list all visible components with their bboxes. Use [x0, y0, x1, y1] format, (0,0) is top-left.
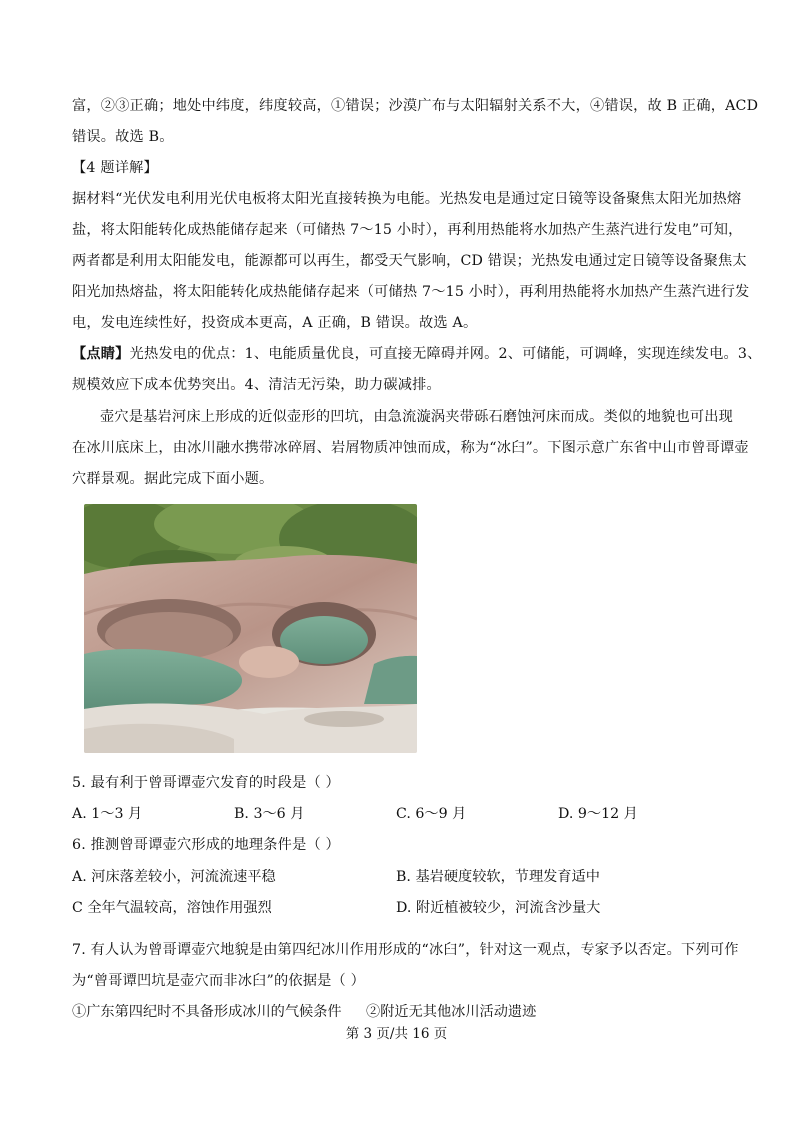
intro-line-2: 在冰川底床上，由冰川融水携带冰碎屑、岩屑物质冲蚀而成，称为“冰臼”。下图示意广东省中山市曾哥谭壶: [72, 440, 749, 456]
answer-line-1: 富，②③正确；地处中纬度，纬度较高，①错误；沙漠广布与太阳辐射关系不大，④错误，故 B 正确，ACD: [72, 98, 759, 114]
q6-option-c: C 全年气温较高，溶蚀作用强烈: [72, 900, 272, 916]
q4-explanation-line-3: 两者都是利用太阳能发电，能源都可以再生，都受天气影响，CD 错误；光热发电通过定日镜等设备聚焦太: [72, 253, 747, 269]
intro-line-1: 壶穴是基岩河床上形成的近似壶形的凹坑，由急流漩涡夹带砾石磨蚀河床而成。类似的地貌也可出现: [100, 409, 734, 425]
q7-stem-line-2: 为“曾哥谭凹坑是壶穴而非冰臼”的依据是（ ）: [72, 973, 365, 989]
q5-option-a: A. 1～3 月: [72, 806, 143, 822]
q4-explanation-line-4: 阳光加热熔盐，将太阳能转化成热能储存起来（可储热 7～15 小时），再利用热能将水加热产生蒸汽进行发: [72, 284, 750, 300]
pothole-landscape-photo: [84, 504, 417, 753]
tip-label: 【点睛】: [72, 346, 130, 362]
q6-option-a: A. 河床落差较小，河流流速平稳: [72, 869, 276, 885]
q5-option-d: D. 9～12 月: [558, 806, 638, 822]
q5-stem: 5. 最有利于曾哥谭壶穴发育的时段是（ ）: [72, 775, 340, 791]
q6-option-d: D. 附近植被较少，河流含沙量大: [396, 900, 601, 916]
answer-line-2: 错误。故选 B。: [72, 129, 174, 145]
q4-explanation-line-5: 电，发电连续性好，投资成本更高，A 正确，B 错误。故选 A。: [72, 315, 478, 331]
page-footer: 第 3 页/共 16 页: [345, 1026, 448, 1042]
q7-option-1: ①广东第四纪时不具备形成冰川的气候条件: [72, 1004, 342, 1020]
q4-explanation-line-1: 据材料“光伏发电利用光伏电板将太阳光直接转换为电能。光热发电是通过定日镜等设备聚焦太阳光加热熔: [72, 191, 742, 207]
q6-option-b: B. 基岩硬度较软，节理发育适中: [396, 869, 600, 885]
q4-section-header: 【4 题详解】: [72, 160, 158, 176]
q5-option-b: B. 3～6 月: [234, 806, 305, 822]
q7-stem-line-1: 7. 有人认为曾哥谭壶穴地貌是由第四纪冰川作用形成的“冰臼”，针对这一观点，专家予以否定。下列可作: [72, 942, 739, 958]
q6-stem: 6. 推测曾哥谭壶穴形成的地理条件是（ ）: [72, 837, 340, 853]
q7-option-2: ②附近无其他冰川活动遗迹: [366, 1004, 537, 1020]
tip-line-1: [72, 343, 762, 365]
q5-option-c: C. 6～9 月: [396, 806, 467, 822]
tip-text-1: 光热发电的优点：1、电能质量优良，可直接无障碍并网。2、可储能，可调峰，实现连续发电。3、: [129, 346, 762, 362]
tip-line-2: 规模效应下成本优势突出。4、清洁无污染，助力碳减排。: [72, 377, 441, 393]
q4-explanation-line-2: 盐，将太阳能转化成热能储存起来（可储热 7～15 小时），再利用热能将水加热产生蒸汽进行发电”可知，: [72, 222, 743, 238]
intro-line-3: 穴群景观。据此完成下面小题。: [72, 471, 274, 487]
